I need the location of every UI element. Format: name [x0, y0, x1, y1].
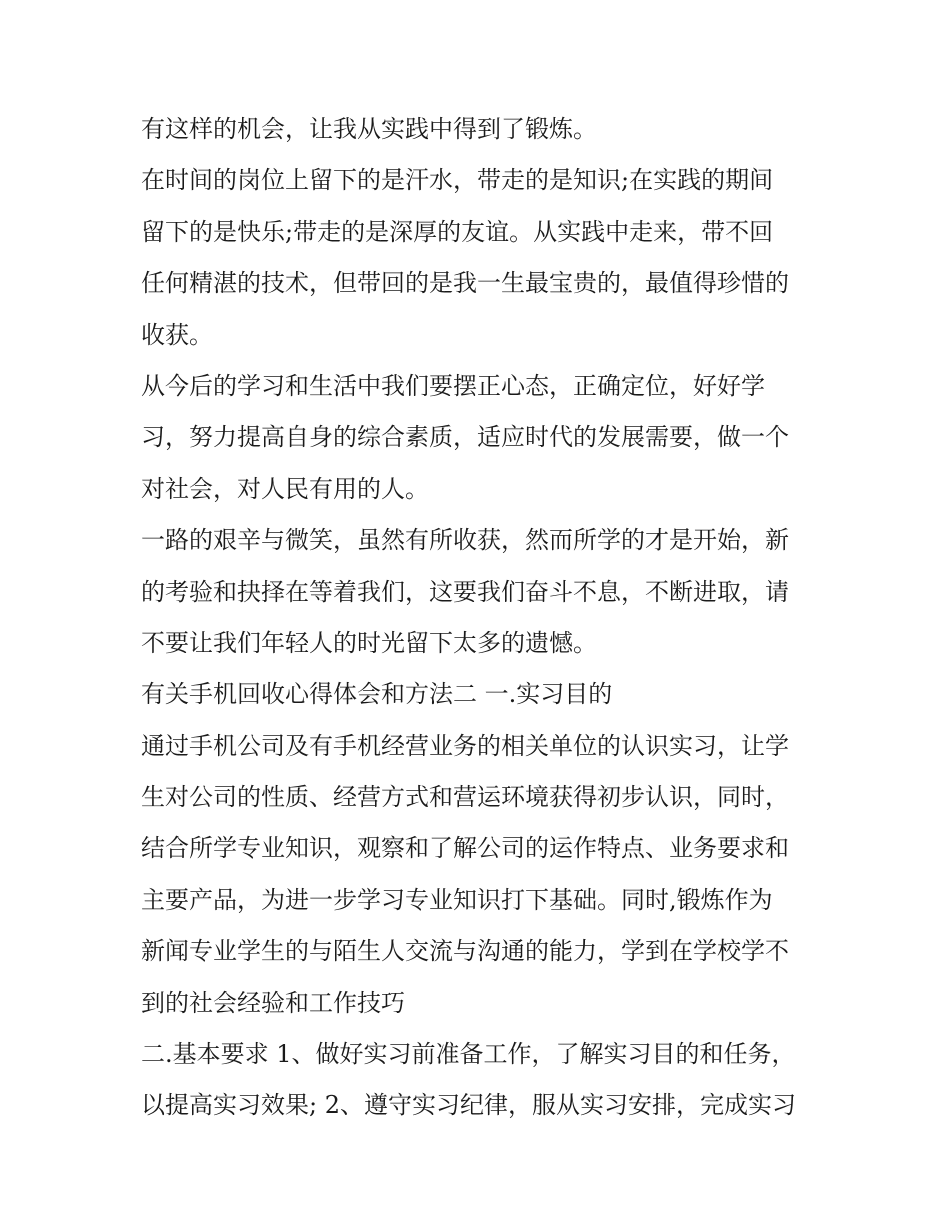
text-line: 的考验和抉择在等着我们，这要我们奋斗不息，不断进取，请 [141, 577, 789, 606]
text-line: 留下的是快乐;带走的是深厚的友谊。从实践中走来，带不回 [141, 217, 774, 246]
text-line: 以提高实习效果; 2、遵守实习纪律，服从实习安排，完成实习 [141, 1091, 796, 1120]
text-line: 主要产品，为进一步学习专业知识打下基础。同时,锻炼作为 [141, 885, 773, 914]
text-line: 到的社会经验和工作技巧 [141, 988, 405, 1017]
text-line: 不要让我们年轻人的时光留下太多的遗憾。 [141, 628, 597, 657]
section-heading: 有关手机回收心得体会和方法二 一.实习目的 [141, 680, 613, 709]
text-line: 有这样的机会，让我从实践中得到了锻炼。 [141, 115, 597, 143]
text-line: 对社会，对人民有用的人。 [141, 474, 429, 503]
text-line: 任何精湛的技术，但带回的是我一生最宝贵的，最值得珍惜的 [141, 269, 789, 298]
text-line: 在时间的岗位上留下的是汗水，带走的是知识;在实践的期间 [141, 166, 774, 195]
text-line: 从今后的学习和生活中我们要摆正心态，正确定位，好好学 [141, 371, 765, 400]
text-line: 习，努力提高自身的综合素质，适应时代的发展需要，做一个 [141, 423, 789, 452]
text-line: 收获。 [141, 320, 213, 349]
text-line: 二.基本要求 1、做好实习前准备工作，了解实习目的和任务， [141, 1040, 796, 1069]
text-line: 通过手机公司及有手机经营业务的相关单位的认识实习，让学 [141, 731, 789, 760]
text-line: 新闻专业学生的与陌生人交流与沟通的能力，学到在学校学不 [141, 937, 789, 966]
document-body [141, 104, 821, 1132]
text-line: 生对公司的性质、经营方式和营运环境获得初步认识，同时， [141, 783, 789, 812]
text-line: 一路的艰辛与微笑，虽然有所收获，然而所学的才是开始，新 [141, 526, 789, 555]
text-line: 结合所学专业知识，观察和了解公司的运作特点、业务要求和 [141, 834, 789, 863]
